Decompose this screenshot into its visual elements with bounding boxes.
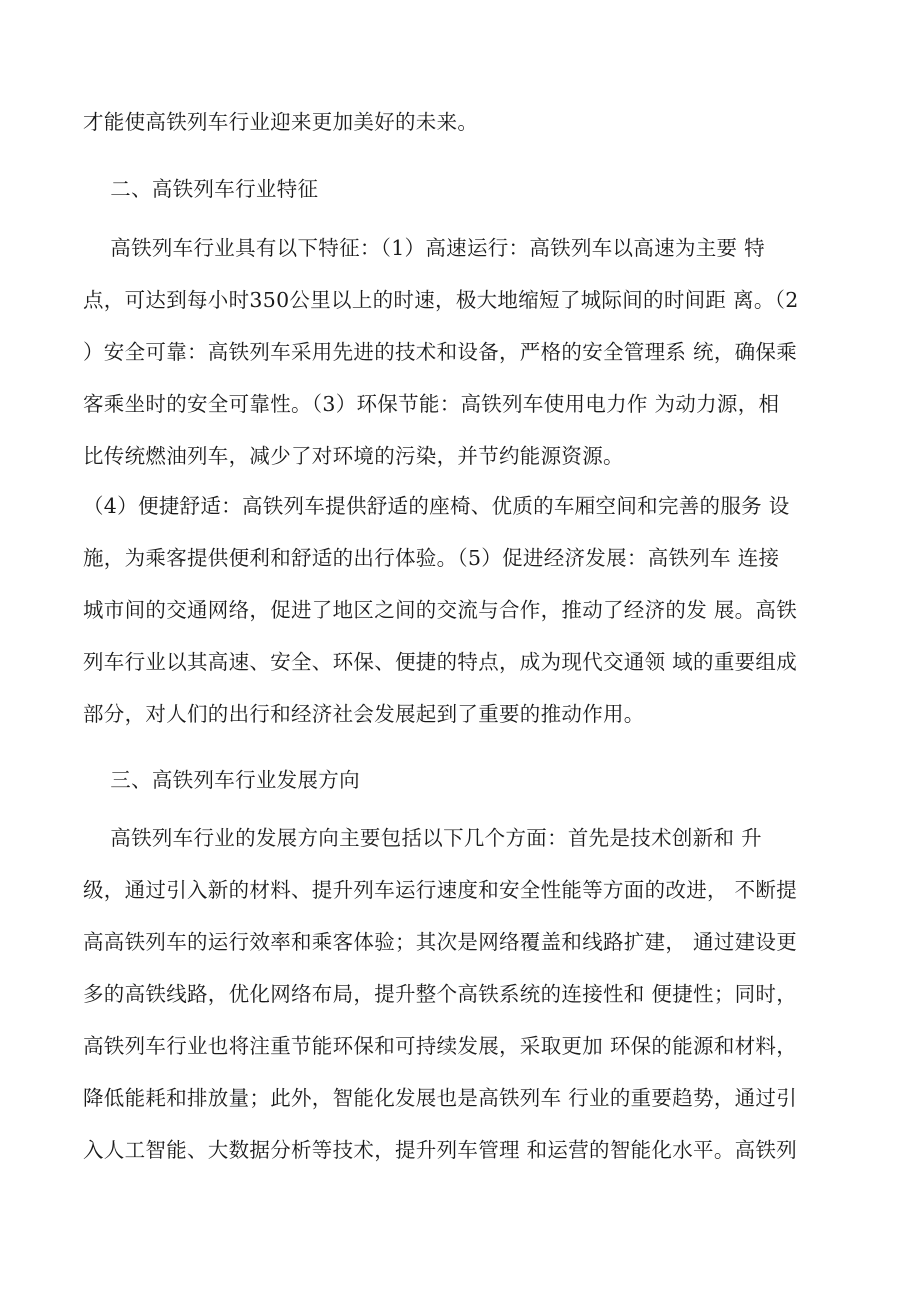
text-line: 客乘坐时的安全可靠性。（3）环保节能：高铁列车使用电力作 为动力源，相 [83, 392, 780, 416]
text-line: 比传统燃油列车，减少了对环境的污染，并节约能源资源。 [83, 444, 624, 468]
text-line: 城市间的交通网络，促进了地区之间的交流与合作，推动了经济的发 展。高铁 [83, 598, 798, 622]
text-line: 高铁列车行业也将注重节能环保和可持续发展，采取更加 环保的能源和材料， [83, 1034, 798, 1058]
section-heading: 二、高铁列车行业特征 [83, 177, 319, 201]
text-line: （4）便捷舒适：高铁列车提供舒适的座椅、优质的车厢空间和完善的服务 设 [83, 494, 790, 518]
text-line: 多的高铁线路，优化网络布局，提升整个高铁系统的连接性和 便捷性；同时， [83, 982, 798, 1006]
text-line: 施，为乘客提供便利和舒适的出行体验。（5）促进经济发展：高铁列车 连接 [83, 546, 780, 570]
text-line: 点，可达到每小时350公里以上的时速，极大地缩短了城际间的时间距 离。（2 [83, 288, 799, 312]
text-line: 入人工智能、大数据分析等技术，提升列车管理 和运营的智能化水平。高铁列 [83, 1138, 798, 1162]
text-line: 级，通过引入新的材料、提升列车运行速度和安全性能等方面的改进， 不断提 [83, 878, 798, 902]
text-line: ）安全可靠：高铁列车采用先进的技术和设备，严格的安全管理系 统，确保乘 [83, 340, 798, 364]
text-line: 高铁列车行业具有以下特征：（1）高速运行：高铁列车以高速为主要 特 [83, 236, 765, 260]
section-heading: 三、高铁列车行业发展方向 [83, 768, 360, 792]
text-line: 才能使高铁列车行业迎来更加美好的未来。 [83, 110, 479, 134]
text-line: 部分，对人们的出行和经济社会发展起到了重要的推动作用。 [83, 702, 645, 726]
text-line: 降低能耗和排放量；此外，智能化发展也是高铁列车 行业的重要趋势，通过引 [83, 1086, 798, 1110]
text-line: 高铁列车行业的发展方向主要包括以下几个方面：首先是技术创新和 升 [83, 826, 762, 850]
text-line: 列车行业以其高速、安全、环保、便捷的特点，成为现代交通领 域的重要组成 [83, 650, 798, 674]
text-line: 高高铁列车的运行效率和乘客体验；其次是网络覆盖和线路扩建， 通过建设更 [83, 930, 798, 954]
